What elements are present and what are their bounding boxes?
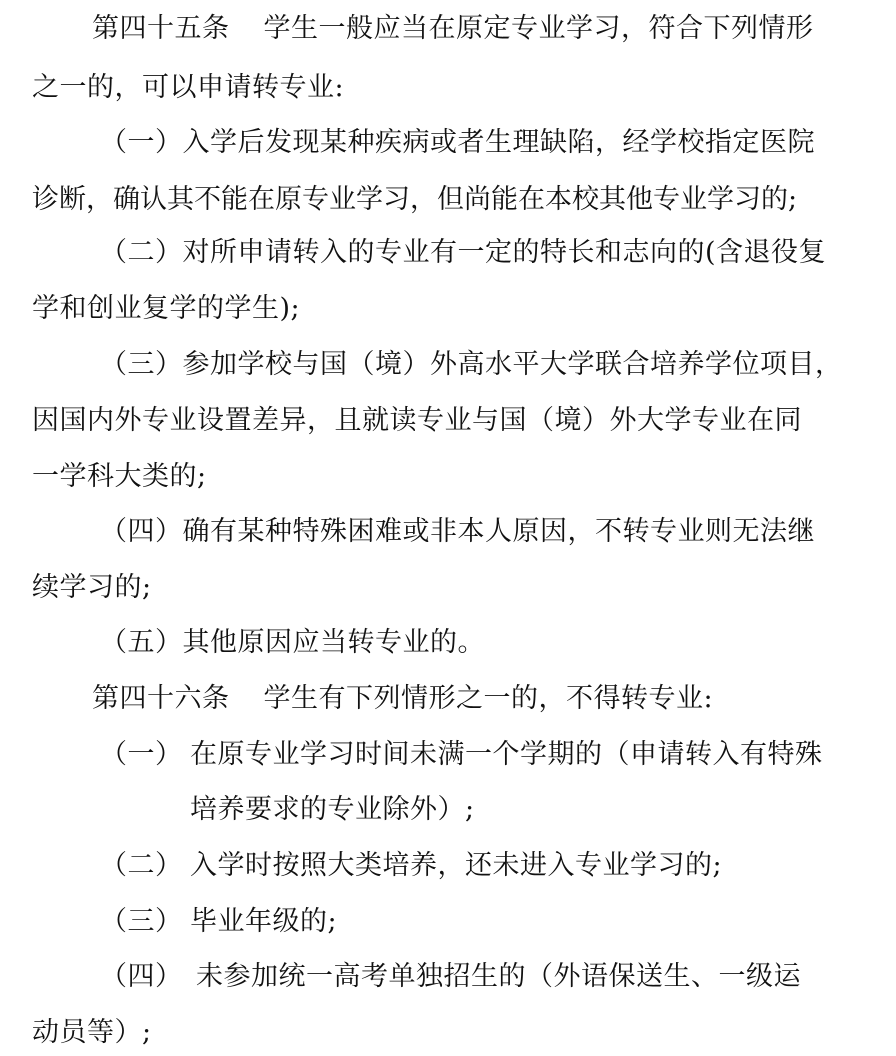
article45-item3-line1: （三）参加学校与国（境）外高水平大学联合培养学位项目， [100, 349, 843, 380]
article45-heading: 第四十五条 [92, 13, 230, 44]
article45-intro-cont: 之一的，可以申请转专业: [32, 72, 345, 103]
article46-heading: 第四十六条 [92, 683, 230, 714]
article45-item1-line2: 诊断，确认其不能在原专业学习，但尚能在本校其他专业学习的; [32, 184, 798, 215]
article46-item1-marker: （一） [100, 739, 183, 770]
article45-line1 [92, 12, 814, 46]
article46-line1 [92, 682, 713, 716]
article45-item5-line1: （五）其他原因应当转专业的。 [100, 627, 485, 658]
article46-item2-marker: （二） [100, 850, 183, 881]
article46-item3-line1: 毕业年级的; [190, 906, 338, 937]
article45-item4-line1: （四）确有某种特殊困难或非本人原因，不转专业则无法继 [100, 516, 815, 547]
article45-item2-line2: 学和创业复学的学生); [32, 293, 301, 324]
article45-item2-line1: （二）对所申请转入的专业有一定的特长和志向的(含退役复 [100, 237, 827, 268]
article46-item3-marker: （三） [100, 906, 183, 937]
article45-item4-line2: 续学习的; [32, 572, 152, 603]
article46-item4-marker: （四） [100, 961, 183, 992]
article45-item3-line3: 一学科大类的; [32, 461, 207, 492]
article46-item4-line1: 未参加统一高考单独招生的（外语保送生、一级运 [196, 961, 801, 992]
article45-item3-line2: 因国内外专业设置差异，且就读专业与国（境）外大学专业在同 [32, 405, 802, 436]
article45-item1-line1: （一）入学后发现某种疾病或者生理缺陷，经学校指定医院 [100, 127, 815, 158]
article46-intro: 学生有下列情形之一的，不得转专业: [263, 683, 714, 714]
article46-item2-line1: 入学时按照大类培养，还未进入专业学习的; [190, 850, 723, 881]
article46-item1-line2: 培养要求的专业除外）; [190, 794, 475, 825]
article45-intro: 学生一般应当在原定专业学习，符合下列情形 [263, 13, 814, 44]
article46-item1-line1: 在原专业学习时间未满一个学期的（申请转入有特殊 [190, 739, 823, 770]
article46-item4-line2: 动员等）; [32, 1017, 152, 1048]
